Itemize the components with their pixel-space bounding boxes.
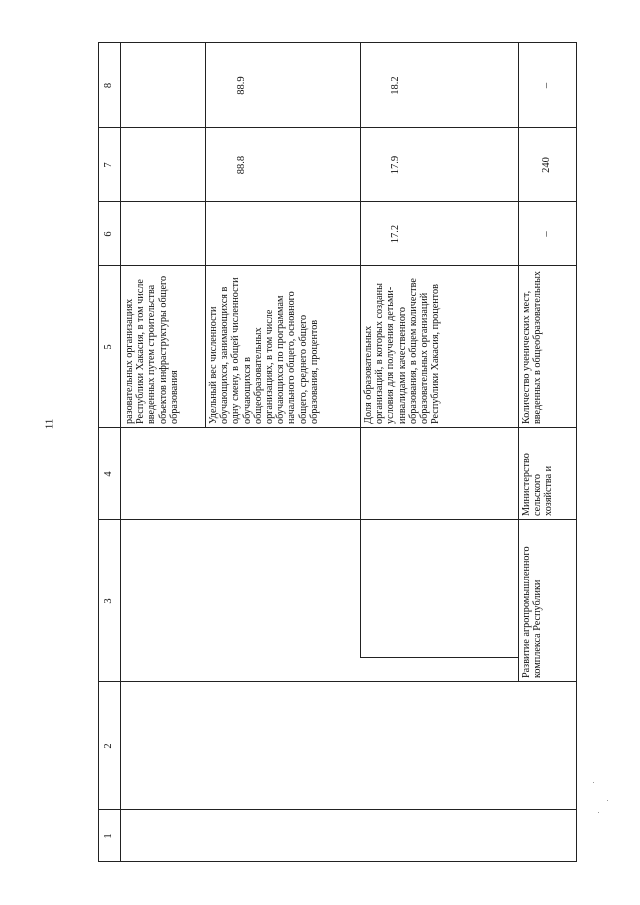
table-cell-program: Развитие агропромышленного комплекса Республики — [521, 546, 544, 678]
col-number-5: 5 — [103, 344, 114, 350]
table-cell-value: 17.9 — [390, 155, 401, 175]
table-cell-indicator: Доля образовательных организаций, в которых созданы условия для получения детьми-инвалидами качественного образования, в общем количестве образовательных организаций Республики Хакасия, процентов — [363, 278, 442, 424]
scan-speckle — [598, 812, 599, 813]
table-cell-indicator: Количество ученических мест, введенных в общеобразовательных — [521, 270, 544, 424]
table-cell-value: – — [541, 231, 552, 237]
scan-speckle — [607, 800, 608, 801]
table-cell-value: 240 — [541, 157, 552, 173]
col-number-8: 8 — [103, 82, 114, 89]
table-cell-indicator: разовательных организациях Республики Хакасия, в том числе введенных путем строительства объектов инфраструктуры общего образования — [124, 275, 180, 424]
page-number: 11 — [43, 418, 56, 430]
table-cell-value: 88.9 — [236, 76, 247, 95]
rotated-table — [98, 42, 577, 862]
table-cell-executor: Министерство сельского хозяйства и — [521, 453, 555, 516]
col-number-4: 4 — [103, 471, 114, 477]
table-cell-value: 88.8 — [236, 155, 247, 175]
table-cell-value: 17.2 — [390, 224, 401, 244]
col-number-6: 6 — [103, 231, 114, 237]
col-number-3: 3 — [103, 598, 114, 604]
table-cell-value: – — [541, 82, 552, 89]
scan-speckle — [593, 782, 594, 783]
col-number-7: 7 — [103, 162, 114, 168]
table-cell-indicator: Удельный вес численности обучающихся, занимающихся в одну смену, в общей численности обучающихся в общеобразовательных организациях, в том числе обучающихся по программам начального общего, основного общего, среднего общего образования, процентов — [208, 277, 320, 424]
table-cell-value: 18.2 — [390, 76, 401, 95]
col-number-2: 2 — [103, 743, 114, 749]
col-number-1: 1 — [103, 833, 114, 839]
